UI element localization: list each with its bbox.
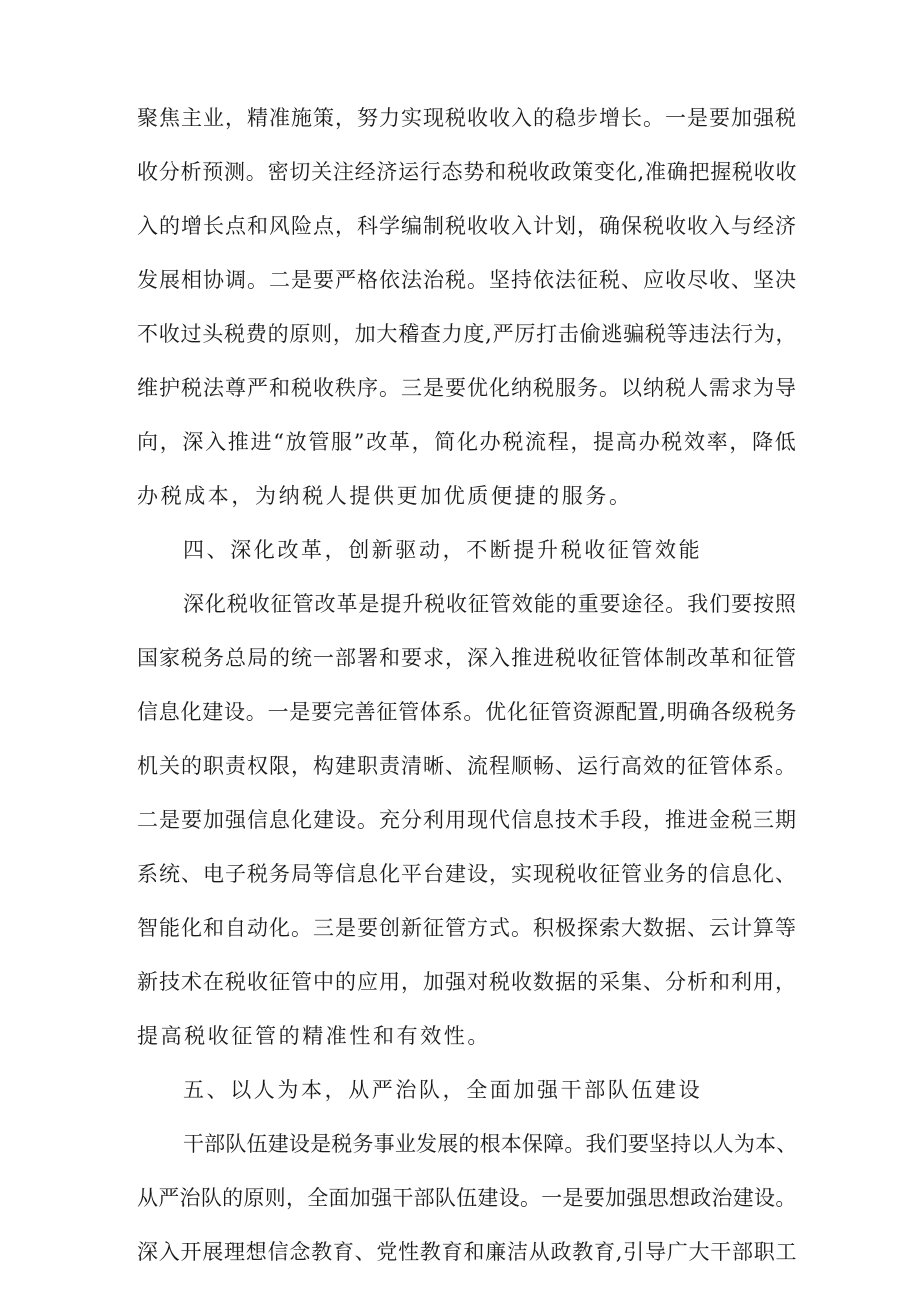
- text-line: 新技术在税收征管中的应用，加强对税收数据的采集、分析和利用，: [137, 970, 797, 994]
- text-line: 收分析预测。密切关注经济运行态势和税收政策变化,准确把握税收收: [137, 160, 798, 184]
- text-line: 向，深入推进“放管服”改革，简化办税流程，提高办税效率，降低: [137, 430, 798, 454]
- text-line: 二是要加强信息化建设。充分利用现代信息技术手段，推进金税三期: [137, 808, 797, 832]
- section-heading-4: 四、深化改革，创新驱动，不断提升税收征管效能: [183, 538, 703, 562]
- text-line: 入的增长点和风险点，科学编制税收收入计划，确保税收收入与经济: [137, 214, 797, 238]
- text-line: 国家税务总局的统一部署和要求，深入推进税收征管体制改革和征管: [137, 646, 797, 670]
- paragraph-start: 干部队伍建设是税务事业发展的根本保障。我们要坚持以人为本、: [183, 1132, 798, 1156]
- text-line: 不收过头税费的原则，加大稽查力度,严厉打击偷逃骗税等违法行为，: [137, 322, 798, 346]
- text-line: 发展相协调。二是要严格依法治税。坚持依法征税、应收尽收、坚决: [137, 268, 797, 292]
- text-line: 维护税法尊严和税收秩序。三是要优化纳税服务。以纳税人需求为导: [137, 376, 797, 400]
- text-line: 智能化和自动化。三是要创新征管方式。积极探索大数据、云计算等: [137, 916, 797, 940]
- paragraph-start: 深化税收征管改革是提升税收征管效能的重要途径。我们要按照: [183, 592, 797, 616]
- text-line: 聚焦主业，精准施策，努力实现税收收入的稳步增长。一是要加强税: [137, 106, 797, 130]
- text-line: 系统、电子税务局等信息化平台建设，实现税收征管业务的信息化、: [137, 862, 797, 886]
- text-line: 信息化建设。一是要完善征管体系。优化征管资源配置,明确各级税务: [137, 700, 798, 724]
- text-line: 办税成本，为纳税人提供更加优质便捷的服务。: [137, 484, 633, 508]
- text-line: 提高税收征管的精准性和有效性。: [137, 1024, 491, 1048]
- text-line: 从严治队的原则，全面加强干部队伍建设。一是要加强思想政治建设。: [137, 1186, 797, 1210]
- section-heading-5: 五、以人为本，从严治队，全面加强干部队伍建设: [183, 1078, 703, 1102]
- text-line: 深入开展理想信念教育、党性教育和廉洁从政教育,引导广大干部职工: [137, 1240, 798, 1264]
- text-line: 机关的职责权限，构建职责清晰、流程顺畅、运行高效的征管体系。: [137, 754, 797, 778]
